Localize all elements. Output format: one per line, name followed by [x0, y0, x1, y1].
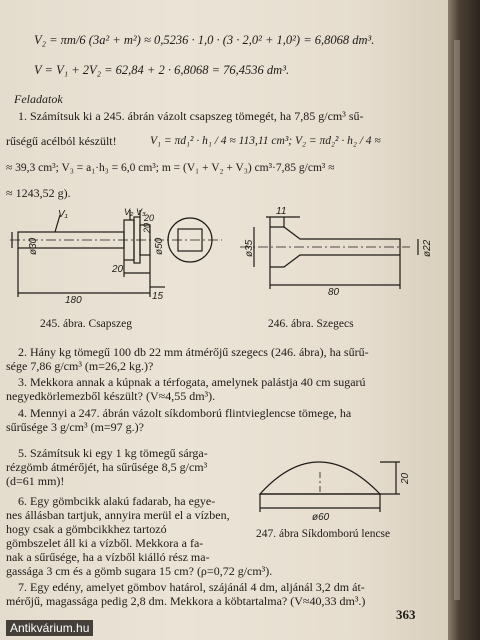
problem-1-line-2a: rűségű acélból készült! — [6, 134, 117, 148]
problem-1-line-3: ≈ 39,3 cm³; V₃ = a₁·h₃ = 6,0 cm³; m = (V₁ + V₂ + V₃) cm³·7,85 g/cm³ ≈ — [6, 162, 335, 174]
problem-5-line-3: (d=61 mm)! — [6, 474, 65, 488]
problem-4-line-2: sűrűsége 3 g/cm³ (m=97 g.)? — [6, 420, 144, 434]
fig245-label-s20a: 20 — [142, 222, 152, 233]
figure-247-drawing — [250, 432, 440, 532]
fig245-label-s20b: 20 — [144, 213, 155, 223]
fig247-label-d60: ø60 — [312, 512, 330, 523]
problem-3-line-1: 3. Mekkora annak a kúpnak a térfogata, amelynek palástja 40 cm sugarú — [18, 375, 366, 389]
problem-7-line-2: mérőjű, magassága pedig 2,8 dm. Mekkora a köbtartalma? (V≈40,33 dm³.) — [6, 594, 366, 608]
page-number: 363 — [396, 607, 416, 622]
fig245-label-v1: V₁ — [58, 209, 68, 220]
problem-6-line-3: hogy csak a gömbcikkhez tartozó — [6, 522, 167, 536]
fig247-label-h20: 20 — [400, 472, 411, 484]
fig246-label-l80: 80 — [328, 287, 340, 298]
formula-v: V = V₁ + 2V₂ = 62,84 + 2 · 6,8068 = 76,4536 dm³. — [34, 63, 290, 77]
problem-2-line-2: sége 7,86 g/cm³ (m=26,2 kg.)? — [6, 359, 154, 373]
fig246-caption: 246. ábra. Szegecs — [268, 318, 354, 330]
problem-6-line-1: 6. Egy gömbcikk alakú fadarab, ha egye- — [18, 494, 216, 508]
problem-4-line-1: 4. Mennyi a 247. ábrán vázolt síkdomború flintvieglencse tömege, ha — [18, 406, 352, 420]
fig245-label-d50: ø50 — [154, 237, 165, 255]
problem-5-line-2: rézgömb átmérőjét, ha sűrűsége 8,5 g/cm³ — [6, 460, 208, 474]
problem-5-line-1: 5. Számítsuk ki egy 1 kg tömegű sárga- — [18, 446, 208, 460]
fig245-label-l20: 20 — [112, 264, 124, 275]
fig245-label-l15: 15 — [152, 291, 164, 302]
problem-3-line-2: negyedkörlemezből készült? (V≈4,55 dm³). — [6, 389, 216, 403]
problem-7-line-1: 7. Egy edény, amelyet gömbov határol, szájánál 4 dm, aljánál 3,2 dm át- — [18, 580, 365, 594]
fig245-label-v3: V₃ — [136, 207, 146, 217]
fig245-label-d30: ø30 — [28, 237, 39, 255]
problem-1-line-4: ≈ 1243,52 g). — [6, 186, 71, 200]
fig246-label-d22: ø22 — [422, 239, 433, 257]
figures-245-246 — [0, 205, 448, 335]
fig245-label-v2: V₂ — [124, 207, 134, 217]
book-spine-edge — [448, 0, 480, 640]
problem-6-line-2: nes állásban tartjuk, annyira merül el a vízben, — [6, 508, 230, 522]
fig246-label-d11: 11 — [276, 206, 287, 217]
fig245-caption: 245. ábra. Csapszeg — [40, 318, 132, 330]
fig246-label-d35: ø35 — [244, 239, 255, 257]
problem-6-line-4: gömbszelet áll ki a vízből. Mekkora a fa- — [6, 536, 204, 550]
figure-245-drawing — [10, 210, 222, 297]
problem-1-line-2b: V₁ = πd₁² · h₁ / 4 ≈ 113,11 cm³; V₂ = πd₂² · h₂ / 4 ≈ — [150, 135, 381, 147]
fig247-caption: 247. ábra Síkdomború lencse — [256, 528, 391, 540]
section-title: Feladatok — [14, 92, 63, 106]
watermark: Antikvárium.hu — [6, 620, 93, 636]
problem-6-line-5: nak a sűrűsége, ha a vízből kiálló rész ma- — [6, 550, 210, 564]
problem-2-line-1: 2. Hány kg tömegű 100 db 22 mm átmérőjű szegecs (246. ábra), ha sűrű- — [18, 345, 369, 359]
fig245-label-l180: 180 — [65, 295, 82, 306]
formula-v2: V₂ = πm/6 (3a² + m²) ≈ 0,5236 · 1,0 · (3 · 2,0² + 1,0²) = 6,8068 dm³. — [34, 33, 375, 47]
problem-6-line-6: gassága 3 cm és a gömb sugara 15 cm? (ρ=0,72 g/cm³). — [6, 564, 273, 578]
figure-246-drawing — [240, 217, 418, 289]
problem-1-line-1: 1. Számítsuk ki a 245. ábrán vázolt csapszeg tömegét, ha 7,85 g/cm³ sű- — [18, 109, 364, 123]
